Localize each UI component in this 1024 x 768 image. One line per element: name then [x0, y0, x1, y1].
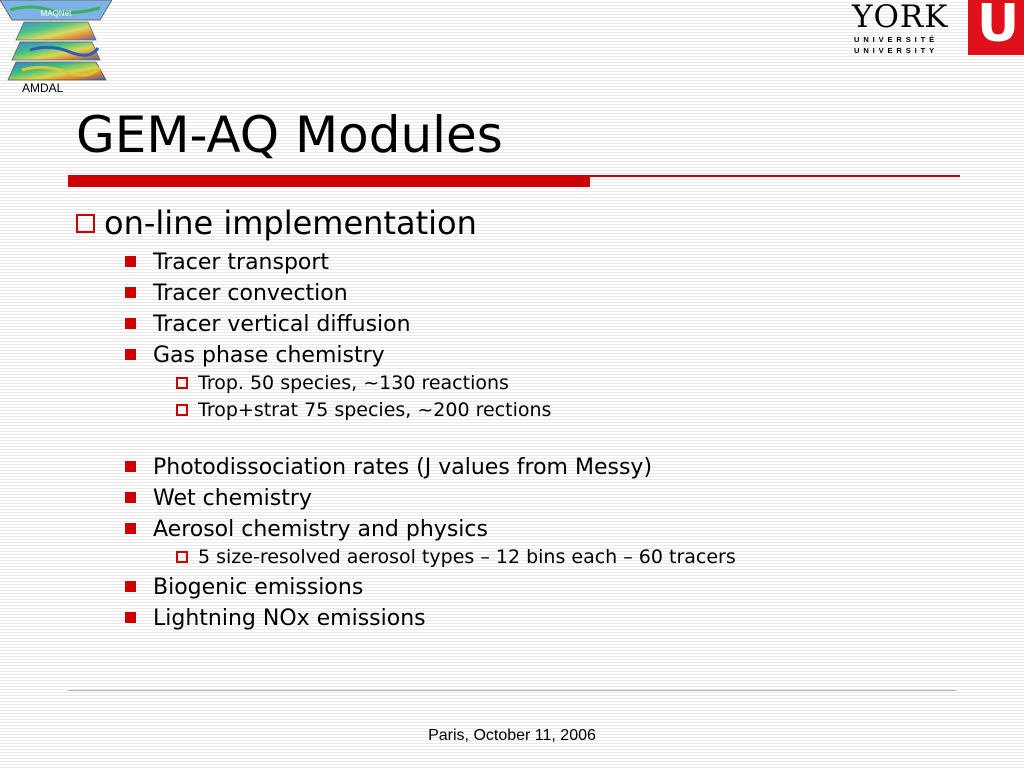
bullet-text: Trop+strat 75 species, ~200 rections	[198, 399, 552, 421]
bullet-level2	[125, 574, 363, 602]
footer-date: Paris, October 11, 2006	[428, 727, 596, 744]
square-bullet-icon	[125, 492, 136, 503]
bullet-level2	[125, 485, 312, 513]
bullet-text: Aerosol chemistry and physics	[153, 517, 488, 542]
york-u-mark: U	[977, 0, 1020, 54]
maqnet-logo	[0, 0, 112, 100]
bullet-text: Biogenic emissions	[153, 575, 364, 600]
bullet-level2	[125, 516, 488, 544]
bullet-level2	[125, 280, 348, 308]
bullet-text: Trop. 50 species, ~130 reactions	[198, 372, 509, 394]
title-underline-line	[590, 175, 960, 177]
bullet-text: Wet chemistry	[153, 486, 312, 511]
hollow-square-bullet-icon	[176, 377, 188, 389]
york-universite-line: UNIVERSITÉ	[854, 35, 939, 44]
square-bullet-icon	[125, 581, 136, 592]
bullet-text: Gas phase chemistry	[153, 343, 385, 368]
footer-divider	[68, 690, 956, 691]
square-bullet-icon	[125, 287, 136, 298]
logo-caption: AMDAL	[22, 81, 64, 95]
square-bullet-icon	[125, 349, 136, 360]
hollow-square-bullet-icon	[76, 214, 95, 233]
hollow-square-bullet-icon	[176, 404, 188, 416]
bullet-text: on-line implementation	[104, 204, 477, 242]
bullet-text: Photodissociation rates (J values from Messy)	[153, 455, 653, 480]
bullet-level2	[125, 342, 385, 370]
bullet-level3	[176, 371, 509, 395]
york-u-mark-icon	[968, 0, 1024, 55]
square-bullet-icon	[125, 318, 136, 329]
bullet-level2	[125, 249, 329, 277]
bullet-level1	[76, 203, 477, 243]
square-bullet-icon	[125, 523, 136, 534]
bullet-level3	[176, 398, 551, 422]
york-university-logo	[850, 0, 1024, 60]
square-bullet-icon	[125, 461, 136, 472]
square-bullet-icon	[125, 256, 136, 267]
bullet-level2	[125, 605, 426, 633]
bullet-text: Tracer vertical diffusion	[153, 312, 411, 337]
bullet-text: Tracer convection	[153, 281, 348, 306]
bullet-text: Tracer transport	[153, 250, 330, 275]
bullet-level3	[176, 545, 736, 569]
bullet-level2	[125, 454, 652, 482]
slide-title: GEM-AQ Modules	[76, 106, 503, 164]
bullet-text: Lightning NOx emissions	[153, 606, 426, 631]
title-underline-bar	[68, 175, 590, 187]
york-university-line: UNIVERSITY	[854, 46, 939, 55]
bullet-text: 5 size-resolved aerosol types – 12 bins each – 60 tracers	[198, 546, 736, 568]
hollow-square-bullet-icon	[176, 551, 188, 563]
maqnet-badge-text: MAQNet	[40, 9, 72, 18]
york-wordmark: YORK	[852, 0, 949, 35]
bullet-level2	[125, 311, 411, 339]
maqnet-map-icon	[0, 0, 112, 82]
square-bullet-icon	[125, 612, 136, 623]
